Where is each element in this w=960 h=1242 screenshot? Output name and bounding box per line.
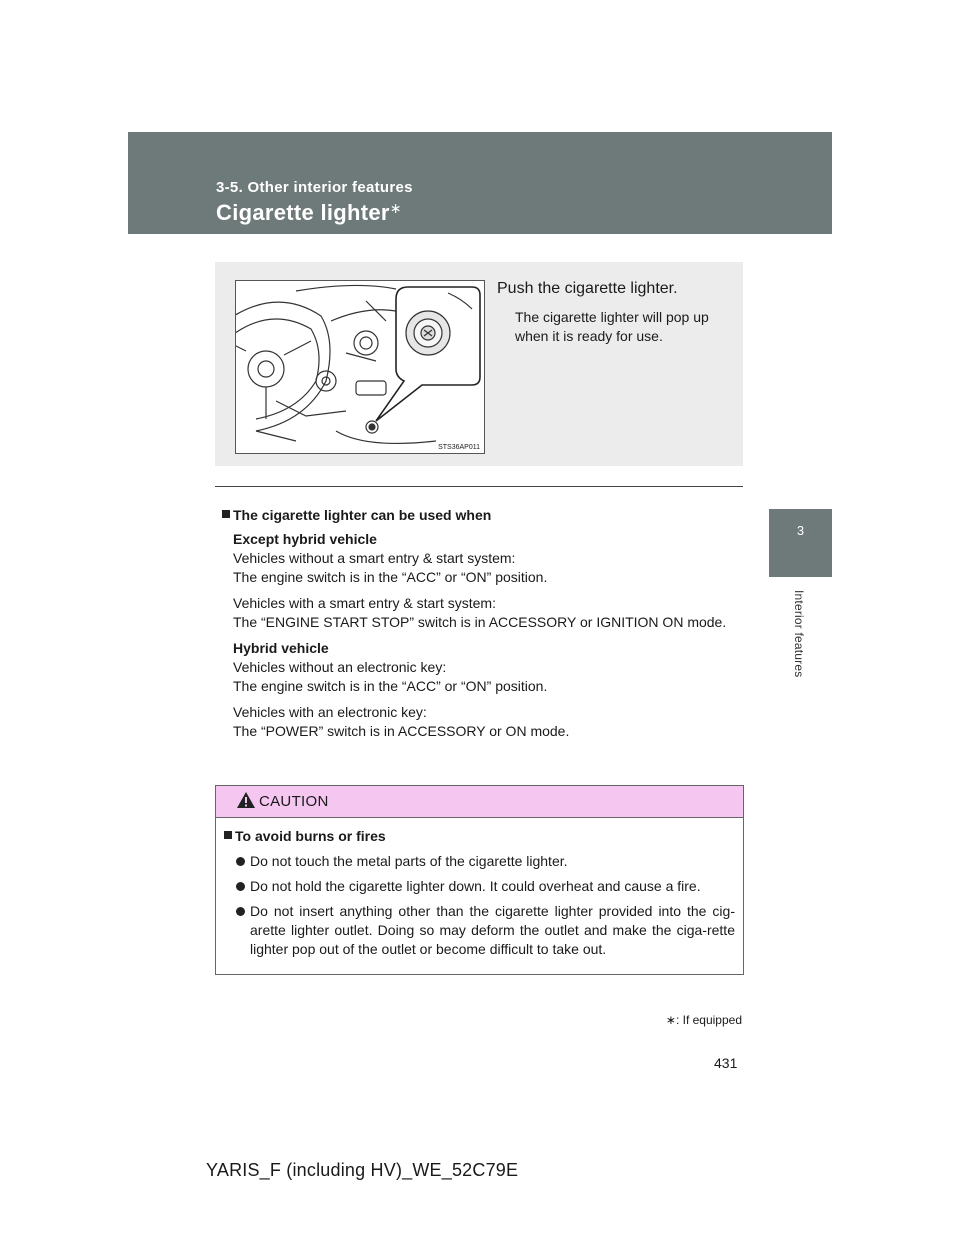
section-label: 3-5. Other interior features (216, 179, 413, 196)
notes-block (222, 639, 738, 696)
notes-block (222, 530, 738, 587)
notes-line: The “POWER” switch is in ACCESSORY or ON mode. (233, 723, 570, 739)
caution-item (224, 902, 735, 959)
caution-box (215, 785, 744, 975)
footnote-text: : If equipped (675, 1013, 742, 1027)
notes-block (222, 703, 738, 741)
square-bullet-icon (224, 831, 232, 839)
equipped-mark: ∗ (389, 200, 402, 216)
round-bullet-icon (236, 882, 245, 891)
round-bullet-icon (236, 857, 245, 866)
notes-line: The engine switch is in the “ACC” or “ON” position. (233, 678, 548, 694)
document-id: YARIS_F (including HV)_WE_52C79E (206, 1160, 519, 1180)
square-bullet-icon (222, 510, 230, 518)
figure-box (215, 262, 743, 466)
section-divider (215, 486, 743, 487)
notes-line: Vehicles without a smart entry & start system: (233, 550, 516, 566)
page-title (216, 200, 402, 226)
notes-sub-heading: Except hybrid vehicle (233, 531, 377, 547)
chapter-label: Interior features (792, 590, 806, 678)
usage-notes (222, 506, 738, 748)
notes-heading (222, 506, 738, 525)
warning-triangle-icon (236, 791, 256, 814)
page-number: 431 (714, 1055, 738, 1071)
notes-block (222, 594, 738, 632)
image-code: STS36AP011 (438, 444, 480, 451)
cigarette-lighter-illustration (235, 280, 485, 454)
page-header (128, 132, 832, 234)
notes-sub-heading: Hybrid vehicle (233, 640, 329, 656)
notes-heading-text: The cigarette lighter can be used when (233, 507, 492, 523)
chapter-number: 3 (796, 523, 805, 538)
chapter-tab (769, 509, 832, 577)
dashboard-drawing (236, 281, 484, 453)
caution-body (216, 818, 743, 959)
notes-line: Vehicles with an electronic key: (233, 704, 427, 720)
caution-item-text: Do not touch the metal parts of the cigarette lighter. (250, 853, 568, 869)
round-bullet-icon (236, 907, 245, 916)
caution-heading-text: To avoid burns or fires (235, 828, 386, 844)
caution-item-text: Do not insert anything other than the cigarette lighter provided into the cig-arette lighter outlet. Doing so may deform the outlet and make the ciga-rette lighter pop out of the outlet or become difficult to take out. (250, 903, 735, 957)
notes-line: Vehicles with a smart entry & start system: (233, 595, 496, 611)
caution-item (224, 852, 735, 871)
caution-header (216, 786, 743, 818)
caution-heading (224, 827, 735, 846)
instruction-text: Push the cigarette lighter. (497, 280, 678, 297)
notes-line: Vehicles without an electronic key: (233, 659, 447, 675)
footnote-mark: ∗ (665, 1013, 676, 1027)
footnote (666, 1013, 742, 1027)
caution-item-text: Do not hold the cigarette lighter down. It could overheat and cause a fire. (250, 878, 701, 894)
instruction-note: The cigarette lighter will pop up when it is ready for use. (515, 309, 709, 344)
notes-line: The “ENGINE START STOP” switch is in ACCESSORY or IGNITION ON mode. (233, 614, 727, 630)
page-title-text: Cigarette lighter (216, 200, 390, 225)
caution-item (224, 877, 735, 896)
caution-label: CAUTION (259, 793, 329, 810)
notes-line: The engine switch is in the “ACC” or “ON” position. (233, 569, 548, 585)
